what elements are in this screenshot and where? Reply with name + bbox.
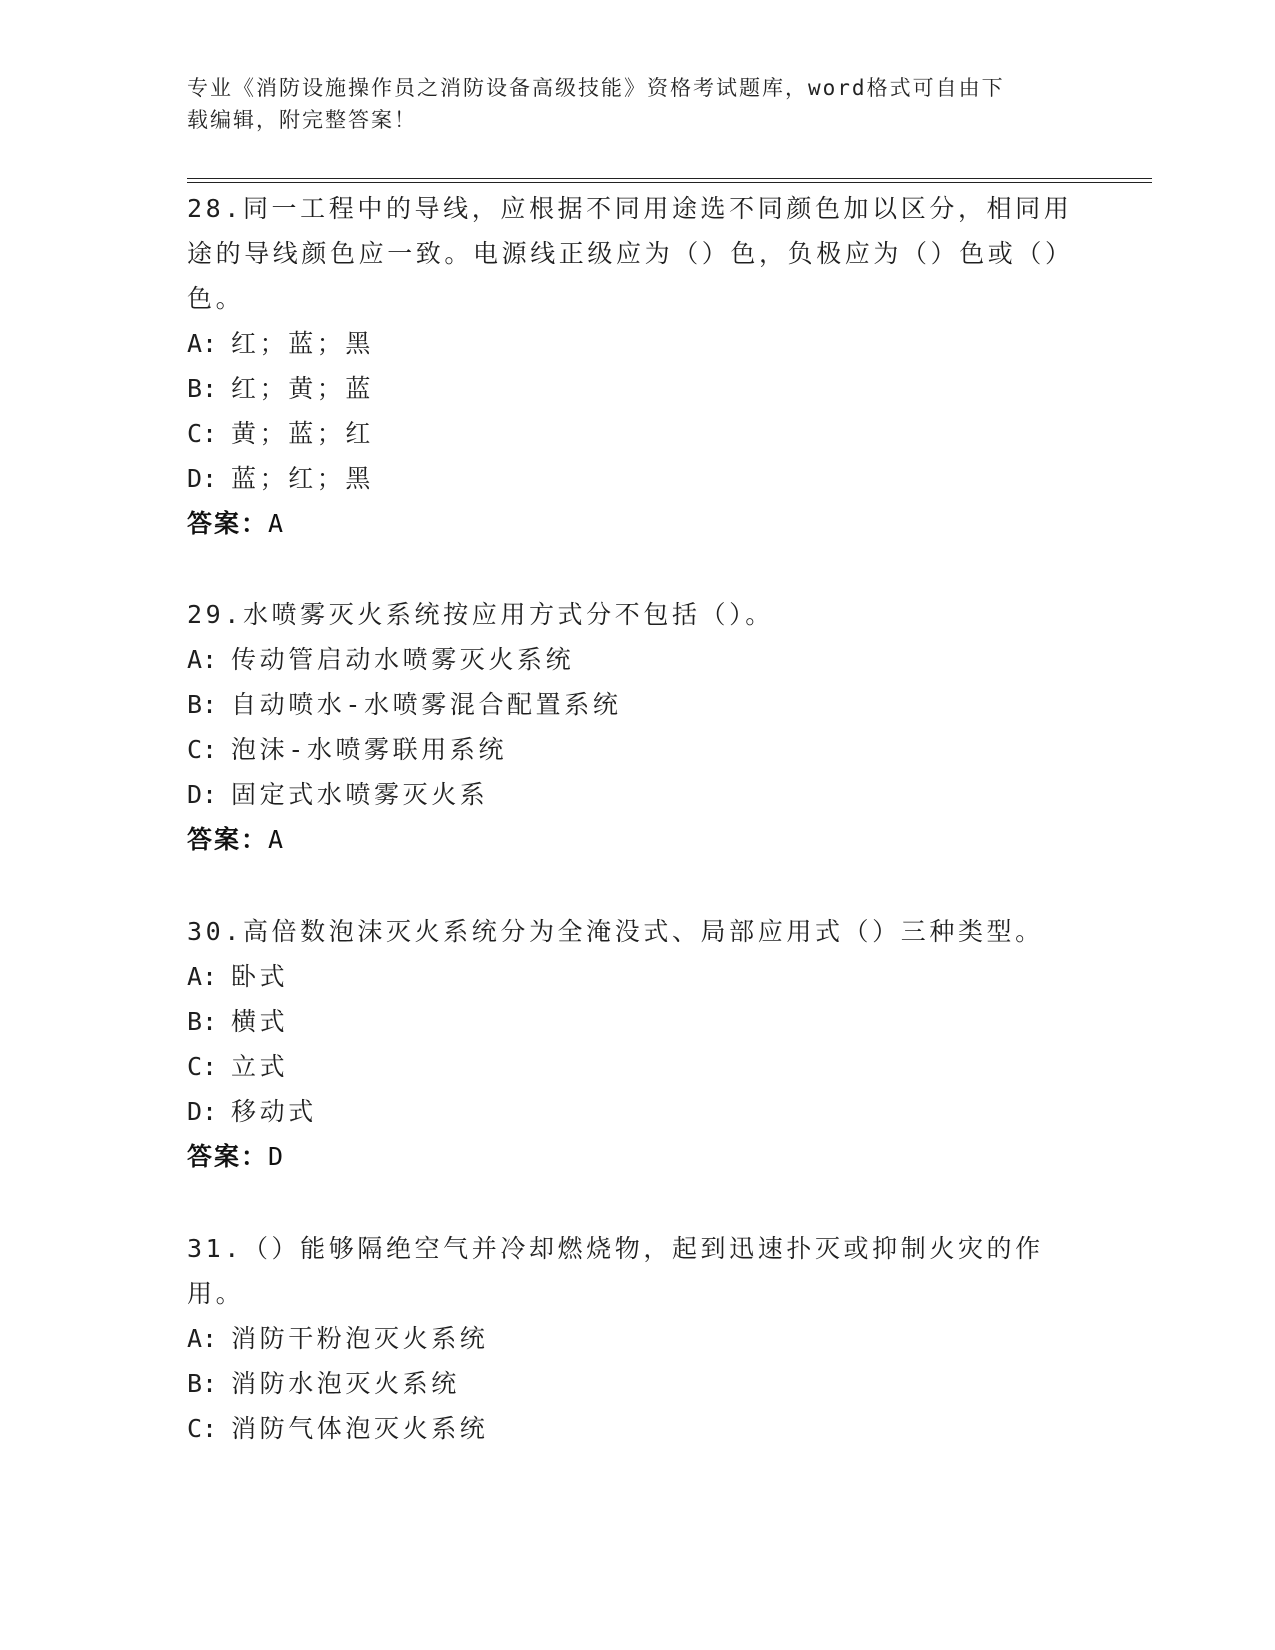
option-text: 消防水泡灭火系统 [231,1369,460,1398]
header-divider-top [187,178,1152,179]
option-d [187,1089,1087,1134]
answer-value: A [268,825,286,854]
option-text: 立式 [231,1052,289,1081]
option-d [187,456,1087,501]
option-c [187,727,1087,772]
option-text: 消防气体泡灭火系统 [231,1414,489,1443]
option-text: 蓝；红；黑 [231,464,375,493]
answer-label: 答案： [187,825,269,854]
header-line-2: 载编辑，附完整答案！ [187,108,417,132]
option-key: C: [187,1052,218,1081]
answer-line [187,817,1087,862]
option-b [187,1361,1087,1406]
option-text: 消防干粉泡灭火系统 [231,1324,489,1353]
answer-line [187,501,1087,546]
option-key: D: [187,464,218,493]
answer-value: D [268,1142,286,1171]
option-a [187,637,1087,682]
option-key: B: [187,690,218,719]
option-text: 泡沫-水喷雾联用系统 [231,735,508,764]
question-stem: 29.水喷雾灭火系统按应用方式分不包括（）。 [187,600,774,629]
option-key: A: [187,329,218,358]
question-stem: 31.（）能够隔绝空气并冷却燃烧物，起到迅速扑灭或抑制火灾的作用。 [187,1234,1044,1308]
option-key: C: [187,735,218,764]
option-key: A: [187,962,218,991]
question-28 [187,186,1087,546]
option-key: B: [187,1007,218,1036]
question-stem: 28.同一工程中的导线，应根据不同用途选不同颜色加以区分，相同用途的导线颜色应一致。电源线正级应为（）色，负极应为（）色或（）色。 [187,194,1074,313]
question-31 [187,1226,1087,1451]
option-c [187,1044,1087,1089]
option-b [187,366,1087,411]
option-d [187,772,1087,817]
option-text: 黄；蓝；红 [231,419,375,448]
option-text: 传动管启动水喷雾灭火系统 [231,645,575,674]
option-c [187,411,1087,456]
option-key: D: [187,1097,218,1126]
option-c [187,1406,1087,1451]
option-key: C: [187,1414,218,1443]
option-key: B: [187,374,218,403]
option-key: D: [187,780,218,809]
option-key: A: [187,1324,218,1353]
option-text: 卧式 [231,962,289,991]
answer-label: 答案： [187,1142,269,1171]
option-b [187,999,1087,1044]
answer-line [187,1134,1087,1179]
header-line-1: 专业《消防设施操作员之消防设备高级技能》资格考试题库，word格式可自由下 [187,76,1005,100]
option-b [187,682,1087,727]
option-text: 固定式水喷雾灭火系 [231,780,489,809]
answer-label: 答案： [187,509,269,538]
document-header [187,72,1067,136]
question-30 [187,909,1087,1179]
option-a [187,321,1087,366]
option-text: 自动喷水-水喷雾混合配置系统 [231,690,622,719]
option-text: 红；蓝；黑 [231,329,375,358]
option-text: 红；黄；蓝 [231,374,375,403]
question-stem: 30.高倍数泡沫灭火系统分为全淹没式、局部应用式（）三种类型。 [187,917,1044,946]
option-text: 横式 [231,1007,289,1036]
option-key: B: [187,1369,218,1398]
option-a [187,1316,1087,1361]
answer-value: A [268,509,286,538]
option-key: A: [187,645,218,674]
question-29 [187,592,1087,862]
option-text: 移动式 [231,1097,317,1126]
option-key: C: [187,419,218,448]
option-a [187,954,1087,999]
header-divider-bottom [187,182,1152,183]
